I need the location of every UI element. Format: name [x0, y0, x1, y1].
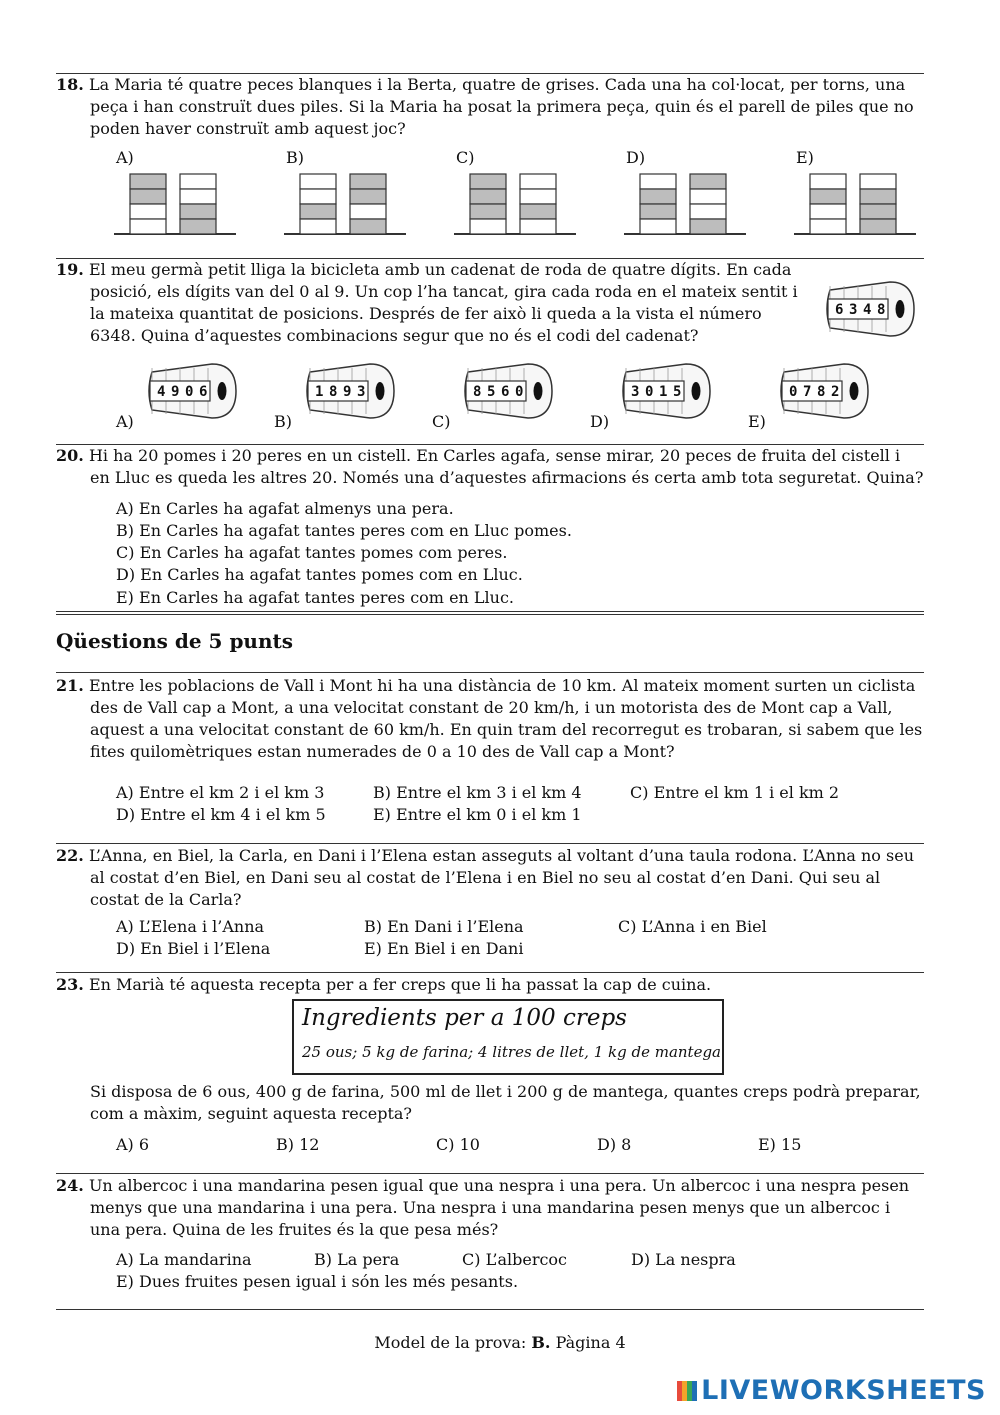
gray-piece [860, 189, 896, 204]
lock-digit: 9 [343, 384, 352, 400]
option-a[interactable]: A) En Carles ha agafat almenys una pera. [116, 499, 454, 518]
lock-icon [824, 276, 916, 342]
footer-model: B. [531, 1333, 551, 1352]
lock-option[interactable] [778, 358, 870, 428]
stacks-figure [624, 171, 746, 237]
question-number: 19. [56, 260, 84, 279]
option-c[interactable]: C) L’albercoc [462, 1250, 568, 1269]
question-number: 23. [56, 975, 84, 994]
white-piece [640, 174, 676, 189]
gray-piece [470, 189, 506, 204]
white-piece [520, 189, 556, 204]
divider [56, 972, 924, 973]
stacks-figure [284, 171, 406, 237]
option-a[interactable]: A) L’Elena i l’Anna [116, 917, 265, 936]
lock-icon [778, 358, 870, 424]
lock-icon [620, 358, 712, 424]
option-d[interactable]: D) Entre el km 4 i el km 5 [116, 805, 326, 824]
gray-piece [350, 189, 386, 204]
lock-digit: 6 [835, 302, 844, 318]
keyhole [850, 382, 859, 400]
white-piece [130, 219, 166, 234]
gray-piece [520, 204, 556, 219]
option-e-label[interactable]: E) [748, 412, 766, 431]
white-piece [640, 219, 676, 234]
lock-digit: 1 [659, 384, 668, 400]
question-text: L’Anna, en Biel, la Carla, en Dani i l’Elena estan asseguts al voltant d’una taula rodona. L’Anna no seu al costat d’en Biel, en Dani seu al costat de l’Elena i en Biel no seu al costat d’en Dani. Qui seu al costat de la Carla? [88, 846, 914, 909]
option-d-label[interactable]: D) [626, 148, 646, 167]
option-d[interactable]: D) En Biel i l’Elena [116, 939, 271, 958]
option-e[interactable]: E) En Carles ha agafat tantes peres com en Lluc. [116, 588, 515, 607]
question-23-text: Si disposa de 6 ous, 400 g de farina, 500 ml de llet i 200 g de mantega, quantes creps podrà preparar, com a màxim, seguint aquesta recepta? [90, 1082, 921, 1123]
lock-digit: 8 [817, 384, 826, 400]
lock-digit: 4 [863, 302, 872, 318]
option-a[interactable]: A) Entre el km 2 i el km 3 [116, 783, 325, 802]
lock-digit: 4 [157, 384, 166, 400]
lock-digit: 3 [357, 384, 366, 400]
option-e[interactable]: E) 15 [758, 1135, 802, 1154]
keyhole [692, 382, 701, 400]
main-lock-illustration [824, 276, 916, 346]
white-piece [810, 219, 846, 234]
white-piece [180, 174, 216, 189]
gray-piece [640, 204, 676, 219]
lock-digit: 1 [315, 384, 324, 400]
option-b[interactable]: B) 12 [276, 1135, 320, 1154]
lock-icon [146, 358, 238, 424]
lock-digit: 3 [631, 384, 640, 400]
option-a[interactable]: A) La mandarina [116, 1250, 252, 1269]
lock-digit: 6 [501, 384, 510, 400]
option-b[interactable]: B) En Dani i l’Elena [364, 917, 524, 936]
stacks-figure [794, 171, 916, 237]
lock-digit: 0 [789, 384, 798, 400]
option-b[interactable]: B) Entre el km 3 i el km 4 [373, 783, 582, 802]
gray-piece [180, 204, 216, 219]
lock-digit: 5 [487, 384, 496, 400]
divider [56, 611, 924, 612]
question-18 [56, 74, 924, 140]
question-22 [56, 845, 924, 911]
option-a-label[interactable]: A) [116, 148, 134, 167]
question-number: 20. [56, 446, 84, 465]
white-piece [520, 219, 556, 234]
gray-piece [130, 174, 166, 189]
question-text: El meu germà petit lliga la bicicleta amb un cadenat de roda de quatre dígits. En cada posició, els dígits van del 0 al 9. Un cop l’ha tancat, gira cada roda en el mateix sentit i la mateixa quantitat de posicions. Després de fer això li queda a la vista el número 6348. Quina d’aquestes combinacions segur que no és el codi del cadenat? [88, 260, 798, 345]
question-number: 18. [56, 75, 84, 94]
option-c[interactable]: C) En Carles ha agafat tantes pomes com peres. [116, 543, 508, 562]
question-21 [56, 675, 924, 763]
stacks-figure [454, 171, 576, 237]
question-text: Entre les poblacions de Vall i Mont hi ha una distància de 10 km. Al mateix moment surten un ciclista des de Vall cap a Mont, a una velocitat constant de 20 km/h, i un motorista des de Mont cap a Vall, aquest a una velocitat constant de 60 km/h. En quin tram del recorregut es trobaran, si sabem que les fites quilomètriques estan numerades de 0 a 10 des de Vall cap a Mont? [88, 676, 923, 761]
lock-digit: 0 [645, 384, 654, 400]
gray-piece [690, 219, 726, 234]
question-text: En Marià té aquesta recepta per a fer creps que li ha passat la cap de cuina. [88, 975, 712, 994]
lock-digit: 6 [199, 384, 208, 400]
gray-piece [470, 204, 506, 219]
divider [56, 614, 924, 615]
footer-prefix: Model de la prova: [374, 1333, 532, 1352]
white-piece [350, 204, 386, 219]
white-piece [860, 174, 896, 189]
keyhole [896, 300, 905, 318]
option-a-label[interactable]: A) [116, 412, 134, 431]
option-e[interactable]: E) Dues fruites pesen igual i són les més pesants. [116, 1272, 519, 1291]
gray-piece [470, 174, 506, 189]
question-text: Hi ha 20 pomes i 20 peres en un cistell. En Carles agafa, sense mirar, 20 peces de fruita del cistell i en Lluc es queda les altres 20. Només una d’aquestes afirmacions és certa amb tota seguretat. Quina? [88, 446, 924, 487]
white-piece [180, 189, 216, 204]
lock-digit: 7 [803, 384, 812, 400]
option-b[interactable]: B) En Carles ha agafat tantes peres com en Lluc pomes. [116, 521, 572, 540]
divider [56, 843, 924, 844]
option-a[interactable]: A) 6 [116, 1135, 150, 1154]
question-text: La Maria té quatre peces blanques i la Berta, quatre de grises. Cada una ha col·locat, per torns, una peça i han construït dues piles. Si la Maria ha posat la primera peça, quin és el parell de piles que no poden haver construït amb aquest joc? [88, 75, 914, 138]
white-piece [690, 204, 726, 219]
question-number: 21. [56, 676, 84, 695]
lock-option[interactable] [462, 358, 554, 428]
keyhole [376, 382, 385, 400]
option-b[interactable]: B) La pera [314, 1250, 400, 1269]
question-number: 24. [56, 1176, 84, 1195]
lock-digit: 0 [515, 384, 524, 400]
option-d[interactable]: D) La nespra [631, 1250, 736, 1269]
option-c-label[interactable]: C) [456, 148, 475, 167]
gray-piece [130, 189, 166, 204]
divider [56, 1173, 924, 1174]
lock-digit: 0 [185, 384, 194, 400]
white-piece [130, 204, 166, 219]
white-piece [300, 189, 336, 204]
option-c[interactable]: C) Entre el km 1 i el km 2 [630, 783, 840, 802]
gray-piece [860, 219, 896, 234]
recipe-card [292, 999, 724, 1075]
gray-piece [860, 204, 896, 219]
footer-page: Pàgina 4 [550, 1333, 626, 1352]
page-footer [0, 1333, 1000, 1352]
gray-piece [810, 189, 846, 204]
lock-digit: 8 [473, 384, 482, 400]
divider [56, 1309, 924, 1310]
recipe-title: Ingredients per a 100 creps [302, 1005, 627, 1031]
white-piece [300, 219, 336, 234]
option-e[interactable]: E) En Biel i en Dani [364, 939, 524, 958]
white-piece [470, 219, 506, 234]
liveworksheets-logo [677, 1375, 986, 1406]
lock-option[interactable] [304, 358, 396, 428]
option-d[interactable]: D) 8 [597, 1135, 632, 1154]
white-piece [810, 204, 846, 219]
gray-piece [690, 174, 726, 189]
lock-option[interactable] [620, 358, 712, 428]
option-d-label[interactable]: D) [590, 412, 610, 431]
lock-icon [304, 358, 396, 424]
recipe-ingredients: 25 ous; 5 kg de farina; 4 litres de llet, 1 kg de mantega [302, 1043, 721, 1061]
white-piece [810, 174, 846, 189]
gray-piece [300, 204, 336, 219]
lock-icon [462, 358, 554, 424]
keyhole [534, 382, 543, 400]
lock-digit: 3 [849, 302, 858, 318]
lock-digit: 8 [877, 302, 886, 318]
question-24 [56, 1175, 924, 1241]
gray-piece [180, 219, 216, 234]
lock-digit: 2 [831, 384, 840, 400]
question-23 [56, 974, 924, 996]
question-text: Un albercoc i una mandarina pesen igual que una nespra i una pera. Un albercoc i una nespra pesen menys que una mandarina i una pera. Una nespra i una mandarina pesen menys que un albercoc i una pera. Quina de les fruites és la que pesa més? [88, 1176, 910, 1239]
lw-icon [677, 1381, 697, 1401]
option-b-label[interactable]: B) [274, 412, 292, 431]
question-number: 22. [56, 846, 84, 865]
lock-digit: 8 [329, 384, 338, 400]
option-d[interactable]: D) En Carles ha agafat tantes pomes com en Lluc. [116, 565, 523, 584]
white-piece [520, 174, 556, 189]
divider [56, 672, 924, 673]
white-piece [690, 189, 726, 204]
lock-digit: 5 [673, 384, 682, 400]
lock-digit: 9 [171, 384, 180, 400]
gray-piece [640, 189, 676, 204]
option-e-label[interactable]: E) [796, 148, 814, 167]
keyhole [218, 382, 227, 400]
option-e[interactable]: E) Entre el km 0 i el km 1 [373, 805, 582, 824]
stacks-figure [114, 171, 236, 237]
option-b-label[interactable]: B) [286, 148, 304, 167]
question-19 [56, 259, 801, 347]
option-c[interactable]: C) L’Anna i en Biel [618, 917, 767, 936]
lock-option[interactable] [146, 358, 238, 428]
gray-piece [350, 219, 386, 234]
section-title: Qüestions de 5 punts [56, 629, 294, 653]
white-piece [300, 174, 336, 189]
gray-piece [350, 174, 386, 189]
option-c[interactable]: C) 10 [436, 1135, 480, 1154]
brand-text: LIVEWORKSHEETS [701, 1375, 986, 1406]
option-c-label[interactable]: C) [432, 412, 451, 431]
question-20 [56, 445, 924, 489]
